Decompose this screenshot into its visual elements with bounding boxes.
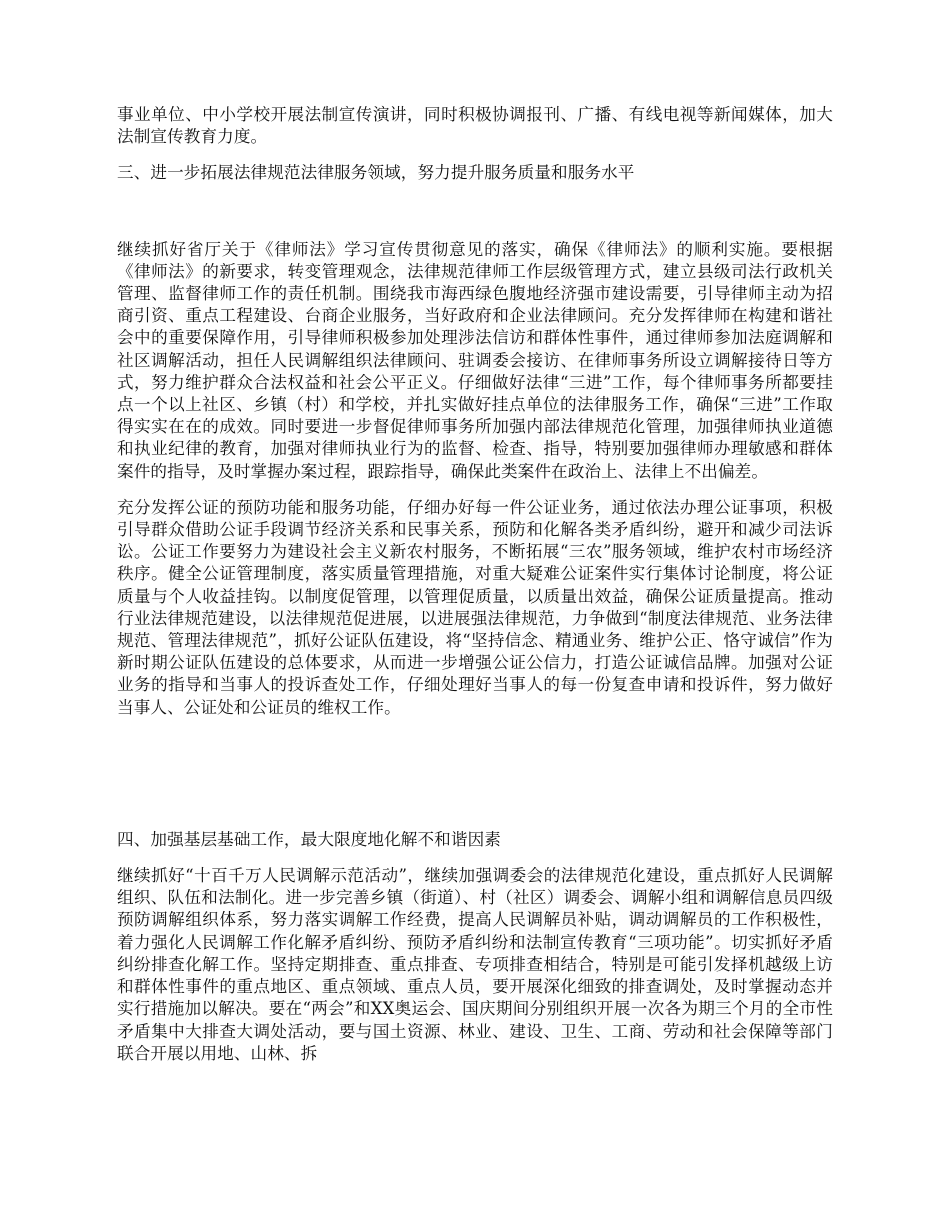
lawyer-services-paragraph: 继续抓好省厅关于《律师法》学习宣传贯彻意见的落实，确保《律师法》的顺利实施。要根据《律师法》的新要求，转变管理观念，法律规范律师工作层级管理方式，建立县级司法行政机关管理、监督律师工作的责任机制。围绕我市海西绿色腹地经济强市建设需要，引导律师主动为招商引资、重点工程建设、台商企业服务，当好政府和企业法律顾问。充分发挥律师在构建和谐社会中的重要保障作用，引导律师积极参加处理涉法信访和群体性事件，通过律师参加法庭调解和社区调解活动，担任人民调解组织法律顾问、驻调委会接访、在律师事务所设立调解接待日等方式，努力维护群众合法权益和社会公平正义。仔细做好法律“三进”工作，每个律师事务所都要挂点一个以上社区、乡镇（村）和学校，并扎实做好挂点单位的法律服务工作，确保“三进”工作取得实实在在的成效。同时要进一步督促律师事务所加强内部法律规范化管理，加强律师执业道德和执业纪律的教育，加强对律师执业行为的监督、检查、指导，特别要加强律师办理敏感和群体案件的指导，及时掌握办案过程，跟踪指导，确保此类案件在政治上、法律上不出偏差。 — [117, 239, 833, 481]
section-four-heading: 四、加强基层基础工作，最大限度地化解不和谐因素 — [117, 829, 501, 849]
notary-services-paragraph: 充分发挥公证的预防功能和服务功能，仔细办好每一件公证业务，通过依法办理公证事项，积极引导群众借助公证手段调节经济关系和民事关系，预防和化解各类矛盾纠纷，避开和减少司法诉讼。公证工作要努力为建设社会主义新农村服务，不断拓展“三农”服务领域，维护农村市场经济秩序。健全公证管理制度，落实质量管理措施，对重大疑难公证案件实行集体讨论制度，将公证质量与个人收益挂钩。以制度促管理，以管理促质量，以质量出效益，确保公证质量提高。推动行业法律规范建设，以法律规范促进展，以进展强法律规范，力争做到“制度法律规范、业务法律规范、管理法律规范”，抓好公证队伍建设，将“坚持信念、精通业务、维护公正、恪守诚信”作为新时期公证队伍建设的总体要求，从而进一步增强公证公信力，打造公证诚信品牌。加强对公证业务的指导和当事人的投诉查处工作，仔细处理好当事人的每一份复查申请和投诉件，努力做好当事人、公证处和公证员的维权工作。 — [117, 497, 833, 717]
mediation-paragraph: 继续抓好“十百千万人民调解示范活动”，继续加强调委会的法律规范化建设，重点抓好人民调解组织、队伍和法制化。进一步完善乡镇（街道）、村（社区）调委会、调解小组和调解信息员四级预防调解组织体系，努力落实调解工作经费，提高人民调解员补贴，调动调解员的工作积极性，着力强化人民调解工作化解矛盾纠纷、预防矛盾纠纷和法制宣传教育“三项功能”。切实抓好矛盾纠纷排查化解工作。坚持定期排查、重点排查、专项排查相结合，特别是可能引发择机越级上访和群体性事件的重点地区、重点领域、重点人员，要开展深化细致的排查调处，及时掌握动态并实行措施加以解决。要在“两会”和XX奥运会、国庆期间分别组织开展一次各为期三个月的全市性矛盾集中大排查大调处活动，要与国土资源、林业、建设、卫生、工商、劳动和社会保障等部门联合开展以用地、山林、拆 — [117, 866, 833, 1063]
document-page — [117, 104, 833, 1065]
section-spacer — [117, 719, 833, 829]
section-spacer — [117, 185, 833, 239]
intro-paragraph: 事业单位、中小学校开展法制宣传演讲，同时积极协调报刊、广播、有线电视等新闻媒体，加大法制宣传教育力度。 — [117, 105, 833, 147]
section-three-heading: 三、进一步拓展法律规范法律服务领域，努力提升服务质量和服务水平 — [117, 163, 635, 183]
